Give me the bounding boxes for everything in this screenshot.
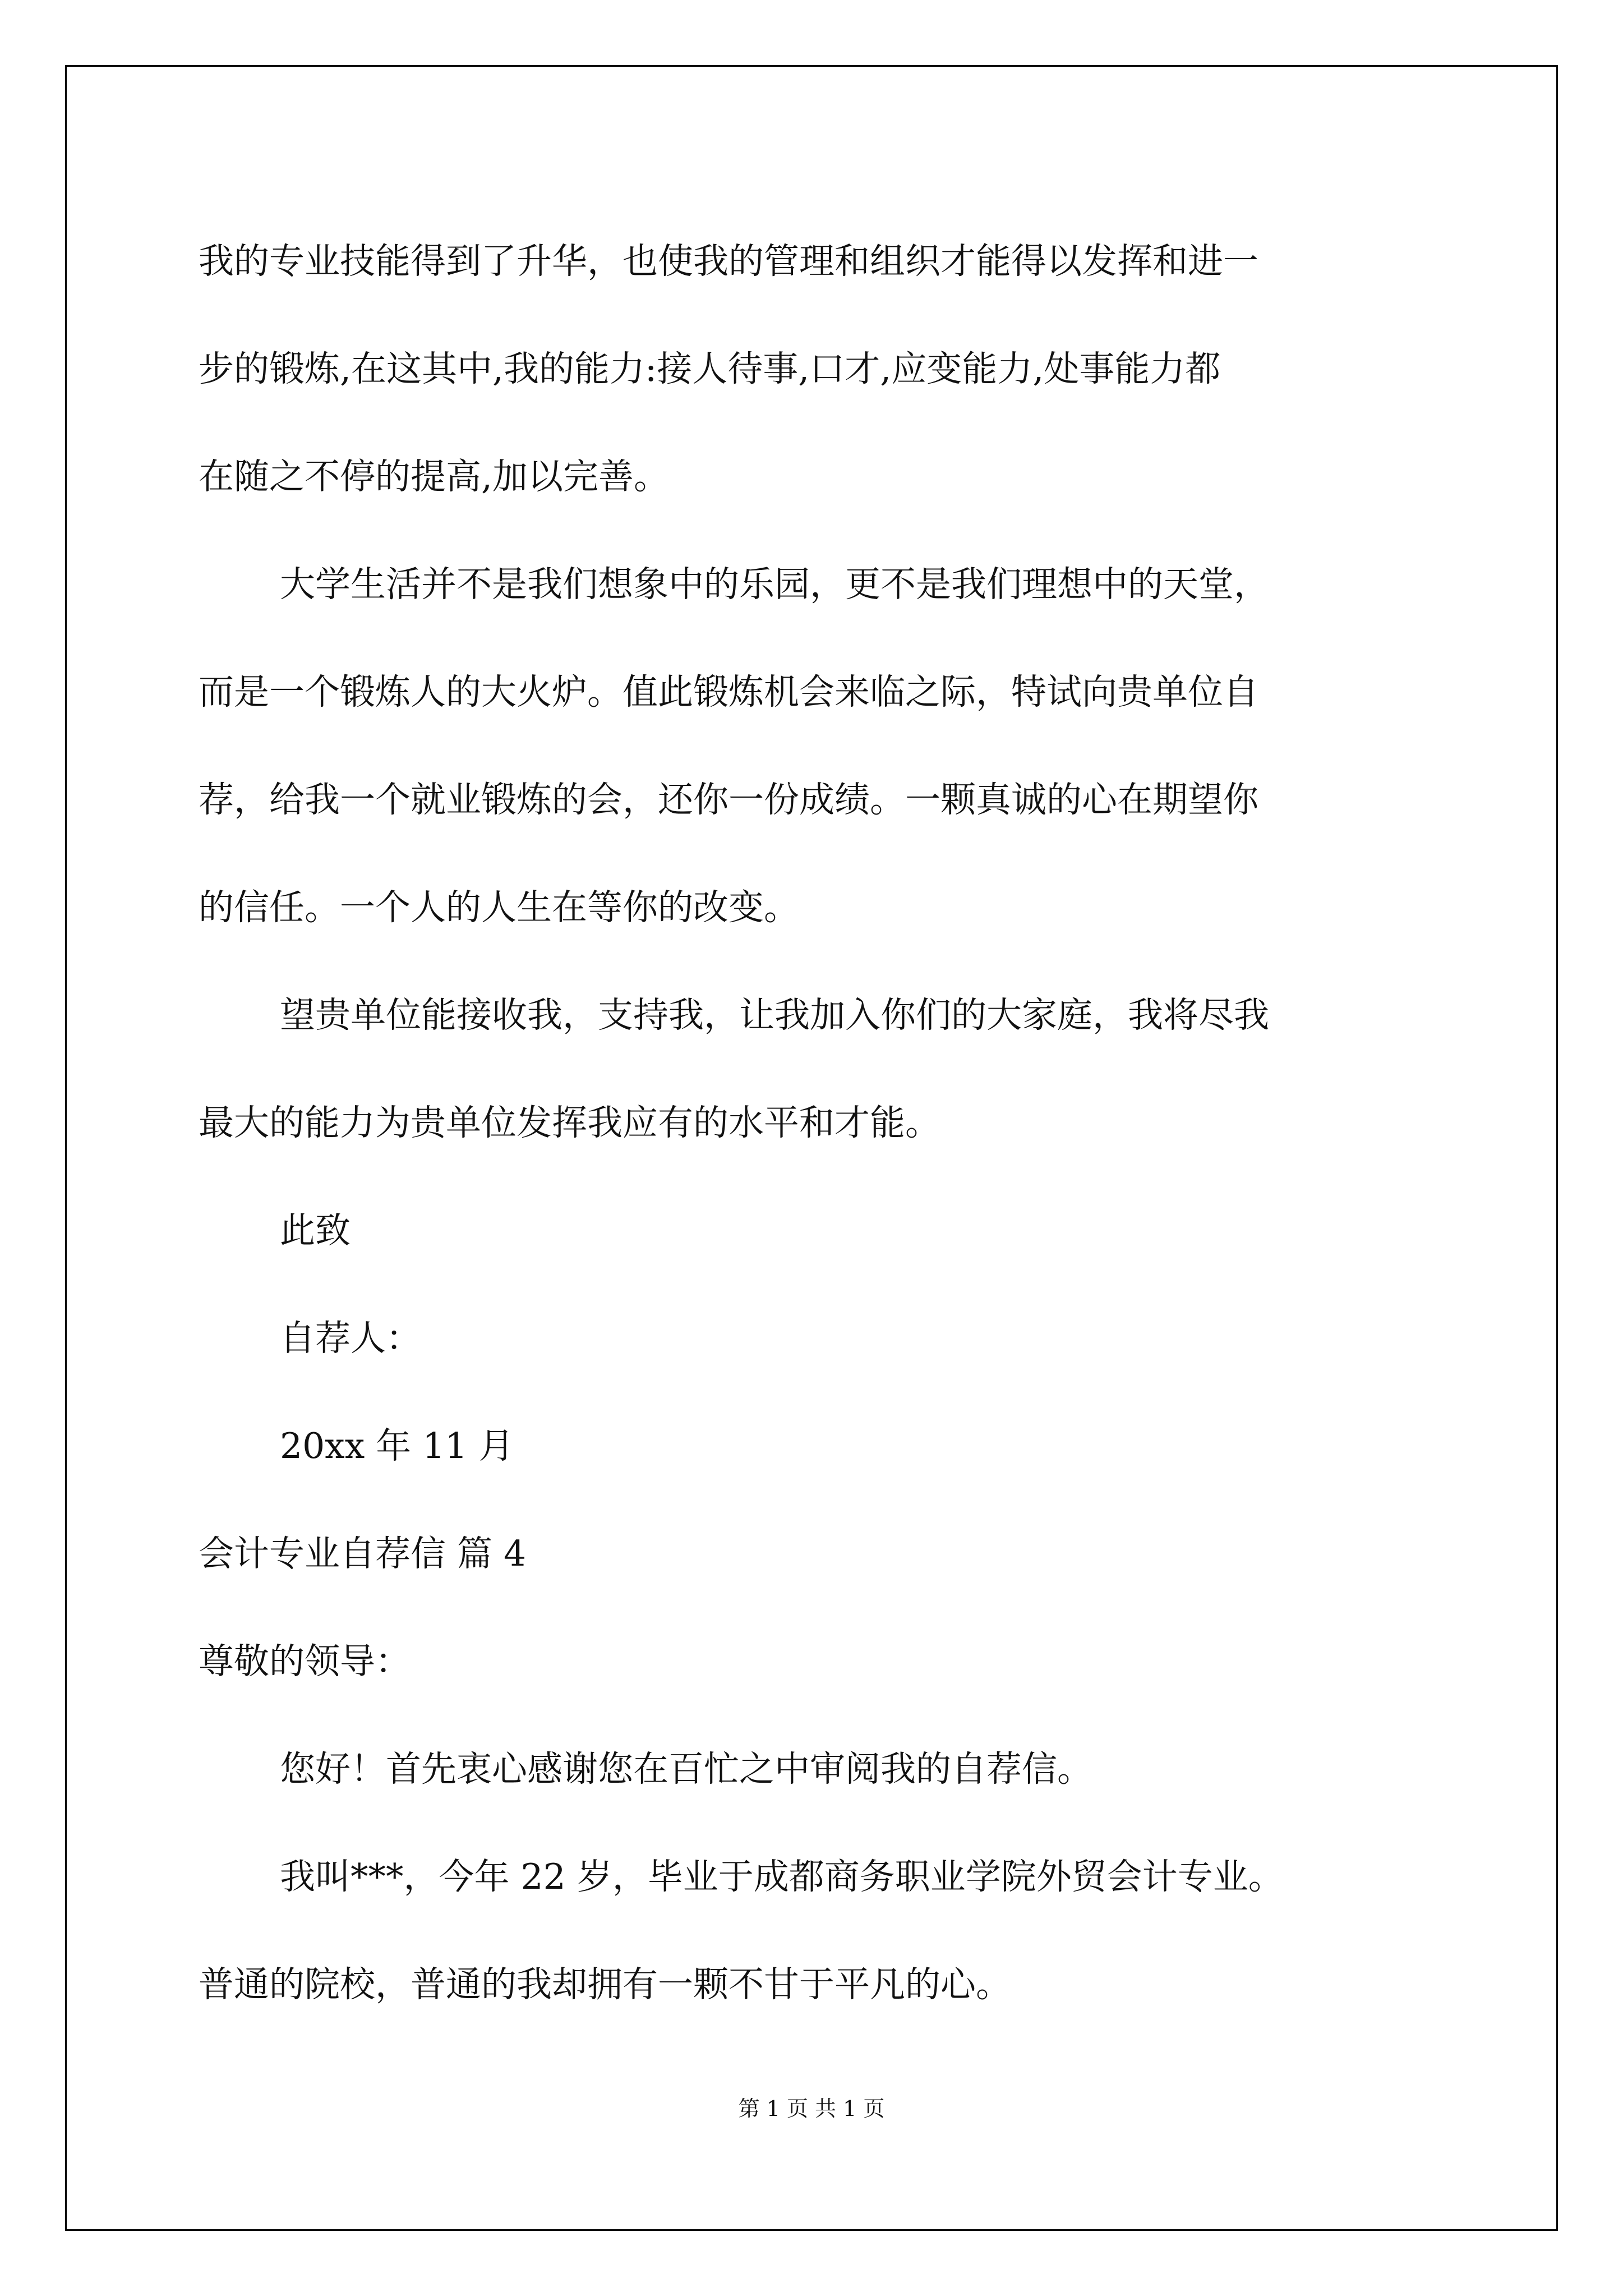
page-footer: 第 1 页 共 1 页 xyxy=(738,2096,885,2121)
paragraph-start-line: 我叫***，今年 22 岁，毕业于成都商务职业学院外贸会计专业。 xyxy=(280,1856,1284,1897)
greeting-line: 尊敬的领导： xyxy=(199,1641,411,1682)
paragraph-start-line: 大学生活并不是我们想象中的乐园，更不是我们理想中的天堂， xyxy=(280,564,1269,605)
text-line: 普通的院校，普通的我却拥有一颗不甘于平凡的心。 xyxy=(199,1964,1011,2005)
text-line: 在随之不停的提高,加以完善。 xyxy=(199,456,670,497)
paragraph-start-line: 您好！首先衷心感谢您在百忙之中审阅我的自荐信。 xyxy=(280,1749,1092,1789)
document-body xyxy=(199,208,1438,2039)
signature-line: 自荐人： xyxy=(280,1318,421,1359)
paragraph-start-line: 望贵单位能接收我，支持我，让我加入你们的大家庭，我将尽我 xyxy=(280,995,1269,1036)
closing-salutation: 此致 xyxy=(280,1210,351,1251)
text-line: 的信任。一个人的人生在等你的改变。 xyxy=(199,887,799,928)
section-heading: 会计专业自荐信 篇 4 xyxy=(199,1533,527,1574)
text-line: 最大的能力为贵单位发挥我应有的水平和才能。 xyxy=(199,1102,940,1143)
text-line: 我的专业技能得到了升华，也使我的管理和组织才能得以发挥和进一 xyxy=(199,241,1258,282)
date-line: 20xx 年 11 月 xyxy=(280,1425,514,1466)
text-line: 而是一个锻炼人的大火炉。值此锻炼机会来临之际，特试向贵单位自 xyxy=(199,671,1258,712)
text-line: 步的锻炼,在这其中,我的能力:接人待事,口才,应变能力,处事能力都 xyxy=(199,348,1221,389)
text-line: 荐，给我一个就业锻炼的会，还你一份成绩。一颗真诚的心在期望你 xyxy=(199,779,1258,820)
